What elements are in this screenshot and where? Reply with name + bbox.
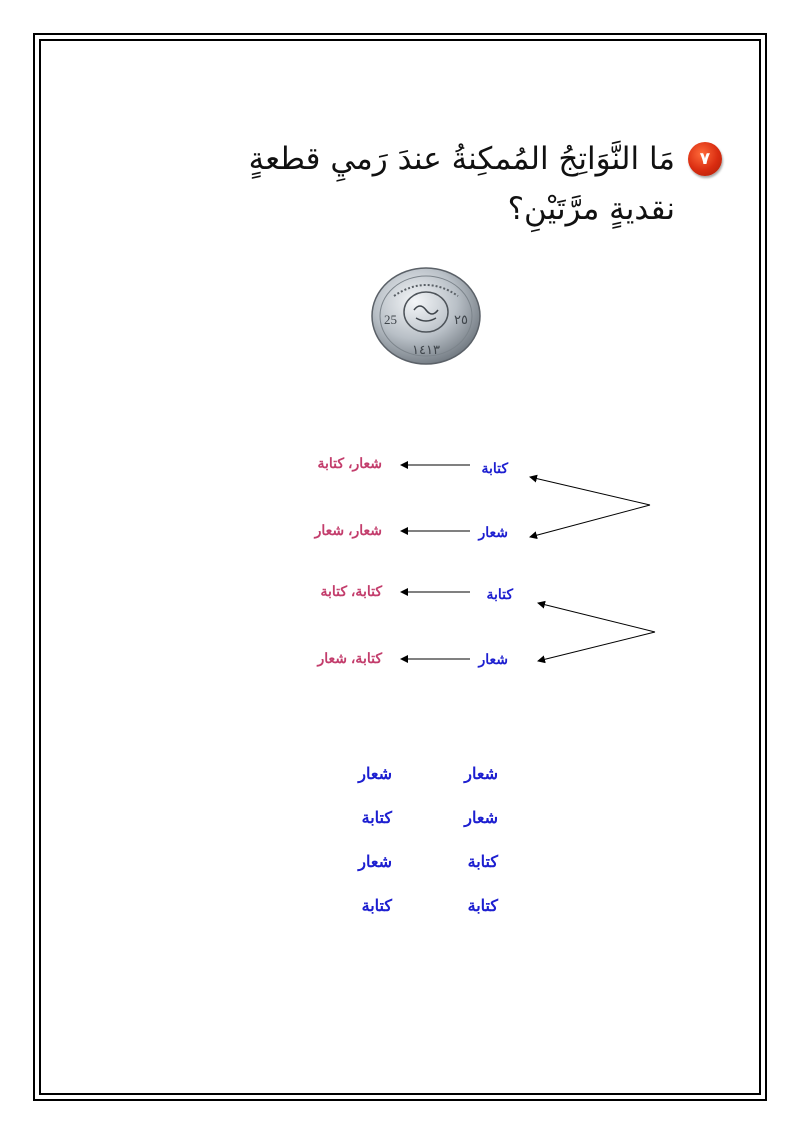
question-number-badge: ٧ xyxy=(688,142,722,176)
table-row-1-col-1: شعار xyxy=(464,766,498,783)
first-toss-label-2: شعار xyxy=(478,524,508,540)
table-row-3-col-2: شعار xyxy=(358,854,392,871)
question-line-1: مَا النَّوَاتِجُ المُمكِنةُ عندَ رَميِ قطعةٍ xyxy=(248,141,675,177)
first-toss-label-1: كتابة xyxy=(481,460,508,476)
outcome-label-4: كتابة، شعار xyxy=(317,650,382,666)
coin-year: ١٤١٣ xyxy=(412,343,440,358)
outcome-label-3: كتابة، كتابة xyxy=(320,583,382,599)
first-toss-label-4: شعار xyxy=(478,651,508,667)
outcome-label-1: شعار، كتابة xyxy=(317,455,382,471)
question-line-2: نقديةٍ مرَّتَيْنِ؟ xyxy=(507,191,675,227)
table-row-2-col-2: كتابة xyxy=(361,810,392,827)
outcome-label-2: شعار، شعار xyxy=(314,522,382,538)
coin-right-numeral: ٢٥ xyxy=(454,313,468,328)
table-row-1-col-2: شعار xyxy=(358,766,392,783)
coin-left-numeral: 25 xyxy=(384,312,397,327)
table-row-4-col-2: كتابة xyxy=(361,898,392,915)
table-row-4-col-1: كتابة xyxy=(467,898,498,915)
table-row-2-col-1: شعار xyxy=(464,810,498,827)
branch-line-3 xyxy=(538,603,655,632)
branch-line-2 xyxy=(530,505,650,537)
branch-line-1 xyxy=(530,477,650,505)
branch-line-4 xyxy=(538,632,655,661)
first-toss-label-3: كتابة xyxy=(486,586,513,602)
table-row-3-col-1: كتابة xyxy=(467,854,498,871)
